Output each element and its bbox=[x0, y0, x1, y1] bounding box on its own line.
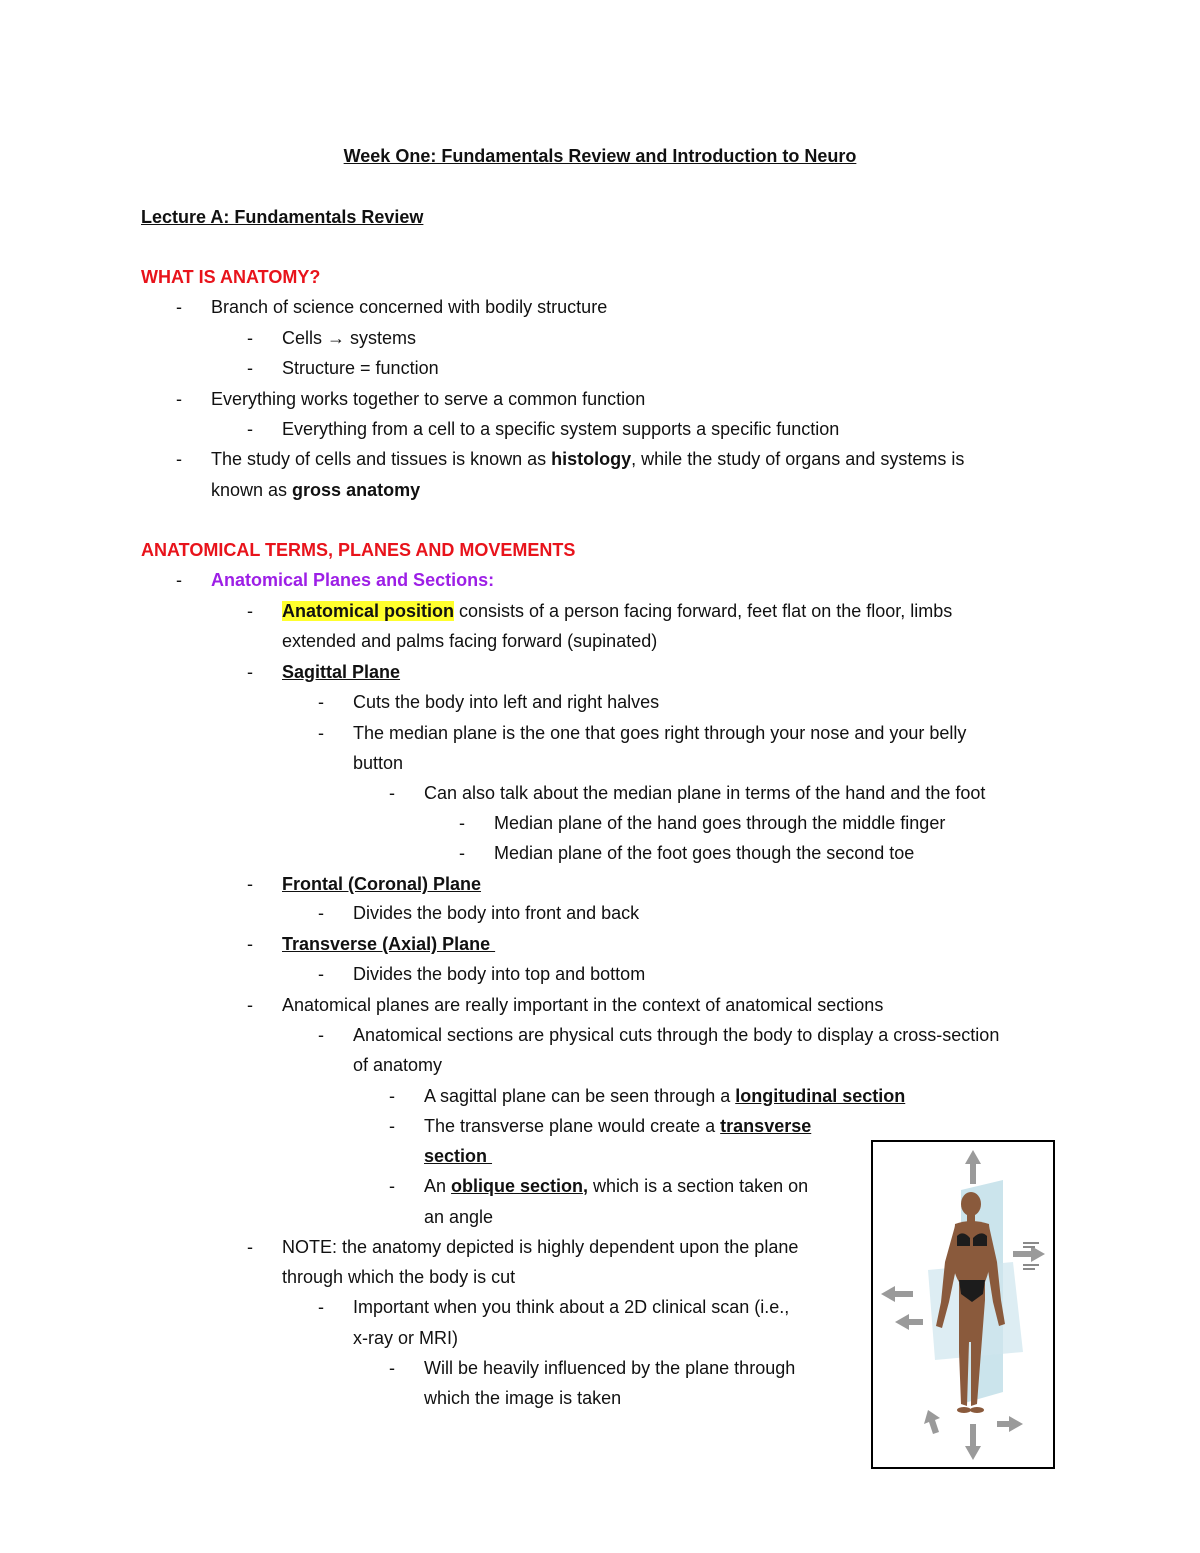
list-item: Anatomical planes are really important in the context of anatomical sections bbox=[282, 995, 884, 1015]
list-item: Divides the body into top and bottom bbox=[353, 964, 646, 984]
bullet-dash: - bbox=[247, 874, 253, 894]
list-item: Everything from a cell to a specific system supports a specific function bbox=[282, 419, 840, 439]
bullet-dash: - bbox=[389, 783, 395, 803]
list-item: Cuts the body into left and right halves bbox=[353, 692, 660, 712]
text-run: consists of a person facing forward, feet flat on the floor, limbs bbox=[454, 601, 953, 621]
bullet-dash: - bbox=[389, 1086, 395, 1106]
list-item: Will be heavily influenced by the plane through bbox=[424, 1358, 796, 1378]
text-run: A sagittal plane can be seen through a bbox=[424, 1086, 736, 1106]
term-gross-anatomy: gross anatomy bbox=[292, 480, 421, 500]
text-run: known as bbox=[211, 480, 293, 500]
list-item-continued: extended and palms facing forward (supinated) bbox=[282, 631, 658, 651]
bullet-dash: - bbox=[318, 1025, 324, 1045]
list-item: Everything works together to serve a common function bbox=[211, 389, 646, 409]
text-run: which is a section taken on bbox=[588, 1176, 809, 1196]
bullet-dash: - bbox=[247, 328, 253, 348]
bullet-dash: - bbox=[176, 570, 182, 590]
list-item-continued: of anatomy bbox=[353, 1055, 443, 1075]
bullet-dash: - bbox=[247, 934, 253, 954]
list-item-continued: which the image is taken bbox=[424, 1388, 622, 1408]
list-item bbox=[282, 600, 952, 622]
list-item bbox=[424, 1115, 811, 1137]
bullet-dash: - bbox=[247, 358, 253, 378]
term-histology: histology bbox=[551, 449, 632, 469]
text-run: An bbox=[424, 1176, 452, 1196]
text-run: , while the study of organs and systems is bbox=[631, 449, 965, 469]
list-item: Median plane of the hand goes through the middle finger bbox=[494, 813, 946, 833]
bullet-dash: - bbox=[247, 1237, 253, 1257]
highlight-anatomical-position: Anatomical position bbox=[282, 601, 455, 621]
list-item: Anatomical sections are physical cuts through the body to display a cross-section bbox=[353, 1025, 1000, 1045]
term-sagittal-plane: Sagittal Plane bbox=[282, 662, 401, 682]
term-frontal-plane: Frontal (Coronal) Plane bbox=[282, 874, 482, 894]
bullet-dash: - bbox=[318, 1297, 324, 1317]
bullet-dash: - bbox=[459, 843, 465, 863]
list-item: Structure = function bbox=[282, 358, 439, 378]
list-item: Branch of science concerned with bodily structure bbox=[211, 297, 608, 317]
section-heading-anatomy: WHAT IS ANATOMY? bbox=[141, 267, 321, 287]
term-transverse-plane: Transverse (Axial) Plane bbox=[282, 934, 496, 954]
text-run: The study of cells and tissues is known as bbox=[211, 449, 552, 469]
bullet-dash: - bbox=[389, 1358, 395, 1378]
list-item-continued: an angle bbox=[424, 1207, 494, 1227]
bullet-dash: - bbox=[389, 1116, 395, 1136]
term-oblique-section: oblique section, bbox=[451, 1176, 589, 1196]
list-item-continued: button bbox=[353, 753, 404, 773]
anatomical-planes-illustration-icon bbox=[873, 1142, 1053, 1467]
bullet-dash: - bbox=[176, 449, 182, 469]
subheading-planes: Anatomical Planes and Sections: bbox=[211, 570, 495, 590]
list-item: Divides the body into front and back bbox=[353, 903, 640, 923]
bullet-dash: - bbox=[247, 995, 253, 1015]
term-transverse-section: transverse bbox=[720, 1116, 812, 1136]
section-heading-terms: ANATOMICAL TERMS, PLANES AND MOVEMENTS bbox=[141, 540, 576, 560]
page-title: Week One: Fundamentals Review and Introduction to Neuro bbox=[343, 146, 857, 166]
bullet-dash: - bbox=[318, 964, 324, 984]
bullet-dash: - bbox=[176, 389, 182, 409]
bullet-dash: - bbox=[318, 692, 324, 712]
bullet-dash: - bbox=[247, 662, 253, 682]
bullet-dash: - bbox=[247, 419, 253, 439]
lecture-heading: Lecture A: Fundamentals Review bbox=[141, 207, 424, 227]
term-longitudinal-section: longitudinal section bbox=[735, 1086, 906, 1106]
term-transverse-section-continued: section bbox=[424, 1146, 493, 1166]
text-run: The transverse plane would create a bbox=[424, 1116, 721, 1136]
list-item: Important when you think about a 2D clinical scan (i.e., bbox=[353, 1297, 790, 1317]
list-item-continued: through which the body is cut bbox=[282, 1267, 516, 1287]
list-item bbox=[211, 448, 964, 470]
bullet-dash: - bbox=[318, 903, 324, 923]
anatomical-position-figure bbox=[871, 1140, 1055, 1469]
list-item bbox=[424, 1085, 905, 1107]
list-item-continued: x-ray or MRI) bbox=[353, 1328, 458, 1348]
list-item bbox=[424, 1175, 808, 1197]
bullet-dash: - bbox=[459, 813, 465, 833]
list-item: Can also talk about the median plane in terms of the hand and the foot bbox=[424, 783, 986, 803]
list-item-continued bbox=[211, 479, 420, 501]
list-item: The median plane is the one that goes right through your nose and your belly bbox=[353, 723, 967, 743]
bullet-dash: - bbox=[389, 1176, 395, 1196]
list-item: NOTE: the anatomy depicted is highly dependent upon the plane bbox=[282, 1237, 799, 1257]
bullet-dash: - bbox=[176, 297, 182, 317]
list-item: Median plane of the foot goes though the second toe bbox=[494, 843, 915, 863]
bullet-dash: - bbox=[318, 723, 324, 743]
bullet-dash: - bbox=[247, 601, 253, 621]
list-item: Cells → systems bbox=[282, 328, 417, 348]
